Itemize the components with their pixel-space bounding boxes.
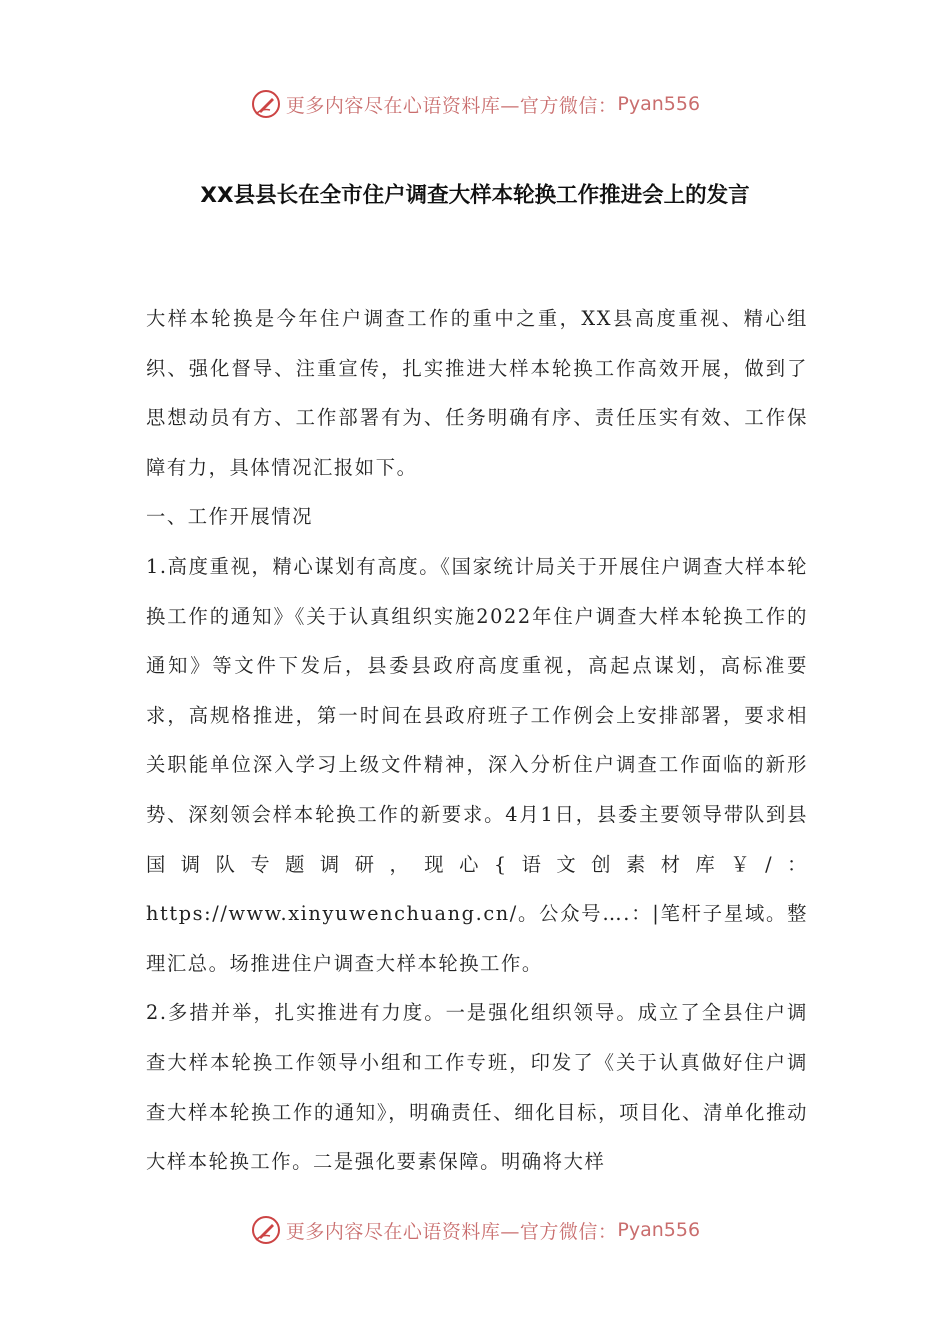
paragraph-intro: 大样本轮换是今年住户调查工作的重中之重，XX县高度重视、精心组织、强化督导、注重宣传，扎实推进大样本轮换工作高效开展，做到了思想动员有方、工作部署有为、任务明确有序、责任压实有效、工作保障有力，具体情况汇报如下。 (146, 307, 808, 479)
body-content (146, 294, 808, 1187)
page-title: XX县县长在全市住户调查大样本轮换工作推进会上的发言 (200, 183, 750, 208)
pen-logo-icon (250, 1214, 282, 1246)
paragraph-item-1: 1.高度重视，精心谋划有高度。《国家统计局关于开展住户调查大样本轮换工作的通知》《关于认真组织实施2022年住户调查大样本轮换工作的通知》等文件下发后，县委县政府高度重视，高起点谋划，高标准要求，高规格推进，第一时间在县政府班子工作例会上安排部署，要求相关职能单位深入学习上级文件精神，深入分析住户调查工作面临的新形势、深刻领会样本轮换工作的新要求。4月1日，县委主要领导带队到县国调队专题调研，现心{语文创素材库￥/：https://www.xinyuwenchuang.cn/。公众号….：|笔杆子星域。整理汇总。场推进住户调查大样本轮换工作。 (146, 554, 808, 975)
footer-wechat-id: Pyan556 (617, 1219, 701, 1241)
header-wechat-id: Pyan556 (617, 93, 701, 115)
header-banner (0, 82, 950, 126)
header-banner-text: 更多内容尽在心语资料库—官方微信： (285, 94, 618, 117)
footer-banner-text: 更多内容尽在心语资料库—官方微信： (285, 1220, 618, 1243)
section-heading: 一、工作开展情况 (146, 505, 314, 529)
pen-logo-icon (250, 88, 282, 120)
footer-banner (0, 1208, 950, 1252)
paragraph-item-2: 2.多措并举，扎实推进有力度。一是强化组织领导。成立了全县住户调查大样本轮换工作领导小组和工作专班，印发了《关于认真做好住户调查大样本轮换工作的通知》，明确责任、细化目标，项目化、清单化推动大样本轮换工作。二是强化要素保障。明确将大样 (146, 1001, 808, 1174)
